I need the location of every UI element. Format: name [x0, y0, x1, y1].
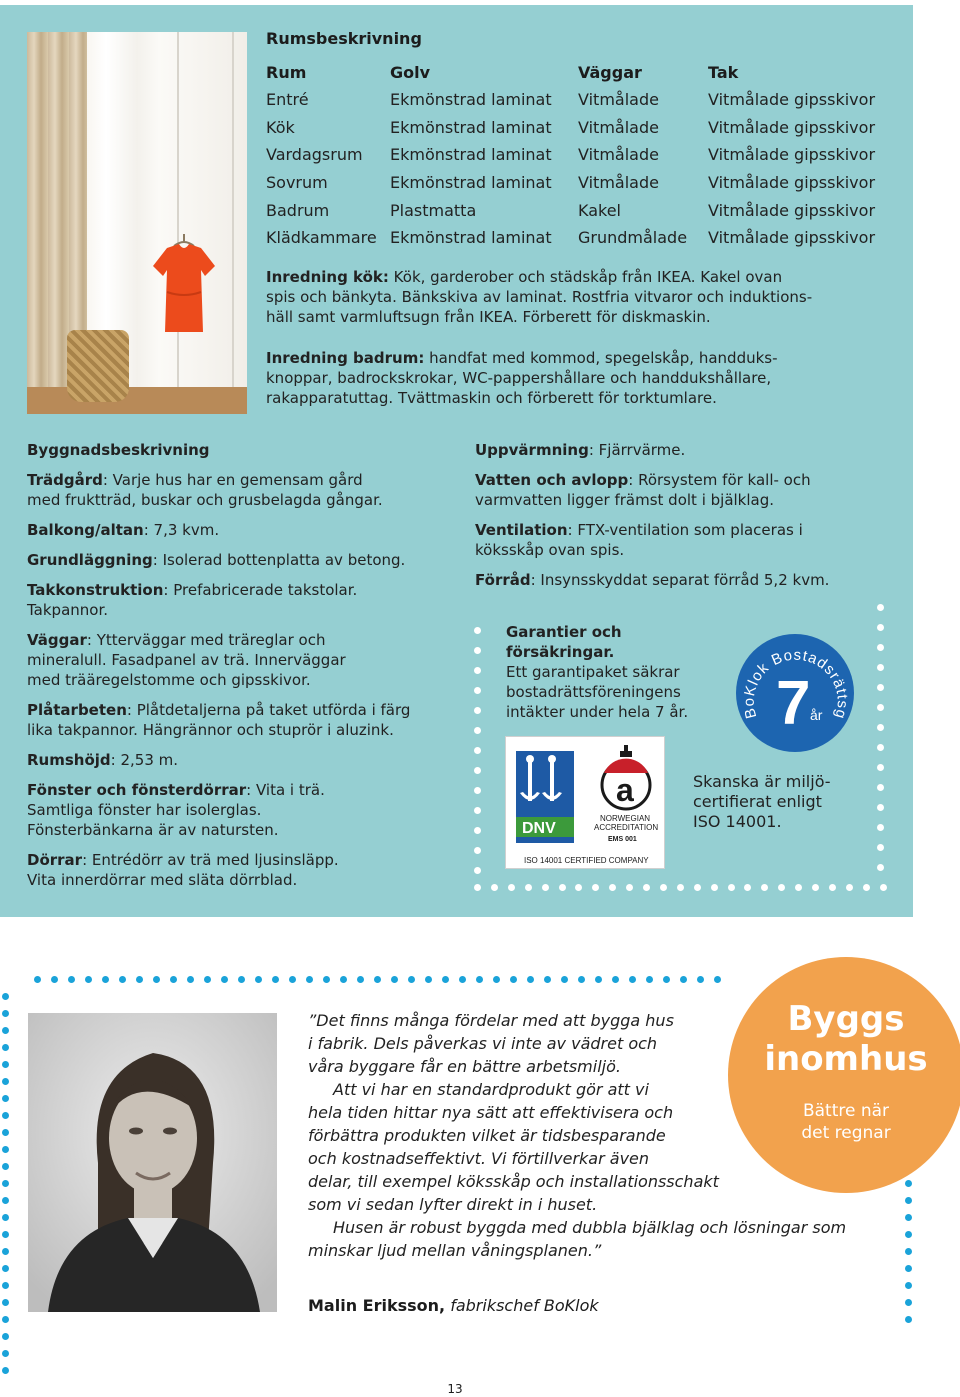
building-item-windows: Fönster och fönsterdörrar: Vita i trä. Samtliga fönster har isolerglas. Fönsterbänkarna är av natursten.: [27, 781, 325, 839]
table-row: [266, 141, 875, 169]
decorative-dot: [663, 976, 670, 983]
decorative-dot: [559, 884, 566, 891]
building-item-doors: Dörrar: Entrédörr av trä med ljusinsläpp. Vita innerdörrar med släta dörrblad.: [27, 851, 339, 889]
cell: Vitmålade gipsskivor: [708, 173, 876, 193]
cell: Ekmönstrad laminat: [390, 145, 552, 165]
room-description-title: Rumsbeskrivning: [266, 29, 422, 48]
decorative-dot: [474, 667, 481, 674]
building-item-sheet-metal: Plåtarbeten: Plåtdetaljerna på taket utförda i färg lika takpannor. Hängrännor och stuprör i aluzink.: [27, 701, 411, 739]
badge-icon: [736, 634, 854, 752]
decorative-dot: [877, 704, 884, 711]
decorative-dot: [474, 707, 481, 714]
quote-line: och kostnadseffektivt. Vi förtillverkar även: [308, 1149, 650, 1168]
cell: Vitmålade gipsskivor: [708, 228, 876, 248]
table-row: [266, 196, 875, 224]
decorative-dot: [2, 1129, 9, 1136]
decorative-dot: [542, 884, 549, 891]
decorative-dot: [323, 976, 330, 983]
cell: Klädkammare: [266, 228, 377, 248]
cell: Entré: [266, 90, 309, 110]
cell: Ekmönstrad laminat: [390, 90, 552, 110]
decorative-dot: [711, 884, 718, 891]
promo-title-2: inomhus: [764, 1039, 928, 1079]
kitchen-label: Inredning kök:: [266, 268, 389, 286]
decorative-dot: [374, 976, 381, 983]
building-item-roof: Takkonstruktion: Prefabricerade takstolar. Takpannor.: [27, 581, 358, 619]
decorative-dot: [459, 976, 466, 983]
cell: Ekmönstrad laminat: [390, 228, 552, 248]
decorative-dot: [474, 787, 481, 794]
decorative-dot: [2, 1367, 9, 1374]
building-item-balcony: Balkong/altan: 7,3 kvm.: [27, 521, 220, 539]
decorative-dot: [51, 976, 58, 983]
decorative-dot: [153, 976, 160, 983]
decorative-dot: [85, 976, 92, 983]
decorative-dot: [694, 884, 701, 891]
badge-unit: år: [810, 707, 823, 723]
decorative-dot: [880, 884, 887, 891]
environment-text: Skanska är miljö- certifierat enligt ISO 14001.: [693, 772, 831, 831]
decorative-dot: [476, 976, 483, 983]
decorative-dot: [238, 976, 245, 983]
decorative-dot: [2, 1350, 9, 1357]
cell: Badrum: [266, 200, 330, 220]
decorative-dot: [2, 1299, 9, 1306]
decorative-dot: [2, 1214, 9, 1221]
decorative-dot: [425, 976, 432, 983]
decorative-dot: [2, 1197, 9, 1204]
decorative-dot: [2, 1112, 9, 1119]
decorative-dot: [474, 767, 481, 774]
header-room: Rum: [266, 62, 307, 82]
quote-line: i fabrik. Dels påverkas vi inte av vädret och: [308, 1034, 658, 1053]
quote-line: våra byggare får en bättre arbetsmiljö.: [308, 1057, 621, 1076]
guarantee-badge: [736, 634, 854, 752]
promo-sub-2: det regnar: [801, 1123, 891, 1143]
decorative-dot: [2, 1231, 9, 1238]
decorative-dot: [34, 976, 41, 983]
decorative-dot: [629, 976, 636, 983]
decorative-dot: [493, 976, 500, 983]
norwegian-text: NORWEGIAN: [600, 814, 651, 823]
decorative-dot: [221, 976, 228, 983]
cell: Vitmålade gipsskivor: [708, 117, 876, 137]
decorative-dot: [697, 976, 704, 983]
cell: Vitmålade gipsskivor: [708, 90, 876, 110]
decorative-dot: [474, 884, 481, 891]
decorative-dot: [187, 976, 194, 983]
ems-text: EMS 001: [608, 836, 637, 843]
decorative-dot: [357, 976, 364, 983]
bathroom-line: handfat med kommod, spegelskåp, handduks-: [429, 349, 778, 367]
cell: Kakel: [578, 200, 621, 220]
badge-arc-text: BoKlok Bostadsrättsg: [740, 646, 851, 722]
system-item-water: Vatten och avlopp: Rörsystem för kall- och varmvatten ligger främst dolt i bjälklag.: [475, 471, 811, 509]
decorative-dot: [829, 884, 836, 891]
decorative-dot: [877, 624, 884, 631]
promo-title-1: Byggs: [787, 999, 905, 1039]
cell: Vitmålade gipsskivor: [708, 200, 876, 220]
signature-name: Malin Eriksson,: [308, 1296, 446, 1315]
guarantee-text: Garantier och försäkringar. Ett garantipaket säkrar bostadrättsföreningens intäkter under hela 7 år.: [506, 623, 689, 721]
decorative-dot: [846, 884, 853, 891]
decorative-dot: [2, 1180, 9, 1187]
decorative-dot: [474, 727, 481, 734]
decorative-dot: [877, 844, 884, 851]
decorative-dot: [646, 976, 653, 983]
system-item-ventilation: Ventilation: FTX-ventilation som placeras i köksskåp ovan spis.: [475, 521, 803, 559]
decorative-dot: [491, 884, 498, 891]
decorative-dot: [877, 644, 884, 651]
decorative-dot: [527, 976, 534, 983]
dnv-certification-logo: [505, 736, 665, 869]
decorative-dot: [2, 1010, 9, 1017]
decorative-dot: [612, 976, 619, 983]
decorative-dot: [877, 604, 884, 611]
cell: Ekmönstrad laminat: [390, 117, 552, 137]
building-item-foundation: Grundläggning: Isolerad bottenplatta av betong.: [27, 551, 406, 569]
decorative-dot: [474, 847, 481, 854]
decorative-dot: [2, 1095, 9, 1102]
decorative-dot: [474, 807, 481, 814]
promo-circle: [728, 957, 960, 1193]
room-table-header: [266, 58, 875, 86]
portrait-photo: [28, 1013, 277, 1312]
quote-line: förbättra produkten vilket är tidsbesparande: [308, 1126, 666, 1145]
building-description: [27, 440, 467, 900]
quote-line: delar, till exempel köksskåp och installationsschakt: [308, 1172, 719, 1191]
red-shirt-icon: [149, 232, 219, 342]
decorative-dot: [877, 684, 884, 691]
decorative-dot: [2, 1146, 9, 1153]
decorative-dot: [877, 664, 884, 671]
decorative-dot: [102, 976, 109, 983]
decorative-dot: [812, 884, 819, 891]
cell: Ekmönstrad laminat: [390, 173, 552, 193]
kitchen-line: häll samt varmluftsugn från IKEA. Förberett för diskmaskin.: [266, 308, 711, 326]
decorative-dot: [863, 884, 870, 891]
quote-line: hela tiden hittar nya sätt att effektivisera och: [308, 1103, 674, 1122]
decorative-dot: [680, 976, 687, 983]
quote-line: ”Det finns många fördelar med att bygga hus: [308, 1011, 674, 1030]
decorative-dot: [905, 1316, 912, 1323]
header-floor: Golv: [390, 62, 431, 82]
decorative-dot: [728, 884, 735, 891]
kitchen-line: spis och bänkyta. Bänkskiva av laminat. Rostfria vitvaror och induktions-: [266, 288, 813, 306]
bathroom-line: knoppar, badrockskrokar, WC-pappershållare och handdukshållare,: [266, 369, 772, 387]
decorative-dot: [877, 764, 884, 771]
decorative-dot: [306, 976, 313, 983]
table-row: [266, 86, 875, 114]
decorative-dot: [905, 1299, 912, 1306]
decorative-dot: [136, 976, 143, 983]
decorative-dot: [905, 1214, 912, 1221]
room-table: [266, 58, 875, 252]
decorative-dot: [510, 976, 517, 983]
decorative-dot: [2, 1163, 9, 1170]
decorative-dot: [677, 884, 684, 891]
decorative-dot: [474, 627, 481, 634]
decorative-dot: [68, 976, 75, 983]
kitchen-paragraph: [266, 267, 812, 327]
decorative-dot: [595, 976, 602, 983]
decorative-dot: [877, 744, 884, 751]
decorative-dot: [2, 1044, 9, 1051]
decorative-dot: [525, 884, 532, 891]
decorative-dot: [905, 1282, 912, 1289]
decorative-dot: [474, 867, 481, 874]
cell: Grundmålade: [578, 228, 688, 248]
decorative-dot: [289, 976, 296, 983]
signature-role: fabrikschef BoKlok: [445, 1296, 599, 1315]
bathroom-line: rakapparatuttag. Tvättmaskin och förberett för torktumlare.: [266, 389, 717, 407]
decorative-dot: [905, 1231, 912, 1238]
decorative-dot: [474, 747, 481, 754]
decorative-dot: [2, 1265, 9, 1272]
decorative-dot: [2, 1333, 9, 1340]
svg-text:a: a: [616, 772, 634, 808]
decorative-dot: [905, 1197, 912, 1204]
building-item-garden: Trädgård: Varje hus har en gemensam gård med fruktträd, buskar och grusbelagda gångar.: [27, 471, 383, 509]
table-row: [266, 224, 875, 252]
bathroom-paragraph: [266, 348, 778, 408]
cell: Kök: [266, 117, 295, 137]
header-walls: Väggar: [578, 62, 642, 82]
decorative-dot: [877, 724, 884, 731]
decorative-dot: [272, 976, 279, 983]
decorative-dot: [2, 1282, 9, 1289]
decorative-dot: [544, 976, 551, 983]
decorative-dot: [340, 976, 347, 983]
system-item-heating: Uppvärmning: Fjärrvärme.: [475, 441, 686, 459]
decorative-dot: [905, 1265, 912, 1272]
wardrobe-photo: [27, 32, 247, 414]
decorative-dot: [508, 884, 515, 891]
cell: Plastmatta: [390, 200, 477, 220]
accreditation-text: ACCREDITATION: [594, 823, 659, 832]
decorative-dot: [660, 884, 667, 891]
quote-line: Husen är robust byggda med dubbla bjälklag och lösningar som: [333, 1218, 847, 1237]
quote-line: Att vi har en standardprodukt gör att vi: [333, 1080, 649, 1099]
table-row: [266, 169, 875, 197]
decorative-dot: [578, 976, 585, 983]
cell: Vitmålade gipsskivor: [708, 145, 876, 165]
cell: Vitmålade: [578, 117, 659, 137]
header-ceiling: Tak: [708, 62, 739, 82]
bathroom-label: Inredning badrum:: [266, 349, 425, 367]
decorative-dot: [643, 884, 650, 891]
building-title: Byggnadsbeskrivning: [27, 441, 210, 459]
decorative-dot: [2, 1061, 9, 1068]
decorative-dot: [905, 1248, 912, 1255]
decorative-dot: [408, 976, 415, 983]
cell: Vitmålade: [578, 145, 659, 165]
decorative-dot: [2, 1248, 9, 1255]
decorative-dot: [2, 993, 9, 1000]
decorative-dot: [170, 976, 177, 983]
quote-line: minskar ljud mellan våningsplanen.”: [308, 1241, 602, 1260]
dnv-text: DNV: [522, 820, 556, 837]
decorative-dot: [2, 1078, 9, 1085]
cell: Vitmålade: [578, 173, 659, 193]
decorative-dot: [2, 1316, 9, 1323]
table-row: [266, 114, 875, 142]
promo-sub-1: Bättre när: [802, 1101, 890, 1121]
decorative-dot: [474, 647, 481, 654]
decorative-dot: [2, 1027, 9, 1034]
signature: [308, 1296, 599, 1315]
decorative-dot: [561, 976, 568, 983]
decorative-dot: [877, 864, 884, 871]
decorative-dot: [474, 827, 481, 834]
decorative-dot: [204, 976, 211, 983]
page-number: 13: [447, 1382, 463, 1396]
decorative-dot: [905, 1180, 912, 1187]
system-item-storage: Förråd: Insynsskyddat separat förråd 5,2 kvm.: [475, 571, 830, 589]
kitchen-line: Kök, garderober och städskåp från IKEA. Kakel ovan: [393, 268, 783, 286]
decorative-dot: [391, 976, 398, 983]
cell: Vardagsrum: [266, 145, 363, 165]
cell: Sovrum: [266, 173, 328, 193]
decorative-dot: [119, 976, 126, 983]
quote-line: som vi sedan lyfter direkt in i huset.: [308, 1195, 598, 1214]
cell: Vitmålade: [578, 90, 659, 110]
decorative-dot: [714, 976, 721, 983]
iso-text: ISO 14001 CERTIFIED COMPANY: [524, 856, 649, 865]
building-item-walls: Väggar: Ytterväggar med träreglar och mineralull. Fasadpanel av trä. Innerväggar med trääregelstomme och gipsskivor.: [27, 631, 346, 689]
decorative-dot: [474, 687, 481, 694]
badge-number: 7: [776, 669, 811, 738]
building-item-room-height: Rumshöjd: 2,53 m.: [27, 751, 179, 769]
decorative-dot: [442, 976, 449, 983]
systems-description: [475, 440, 905, 600]
decorative-dot: [255, 976, 262, 983]
